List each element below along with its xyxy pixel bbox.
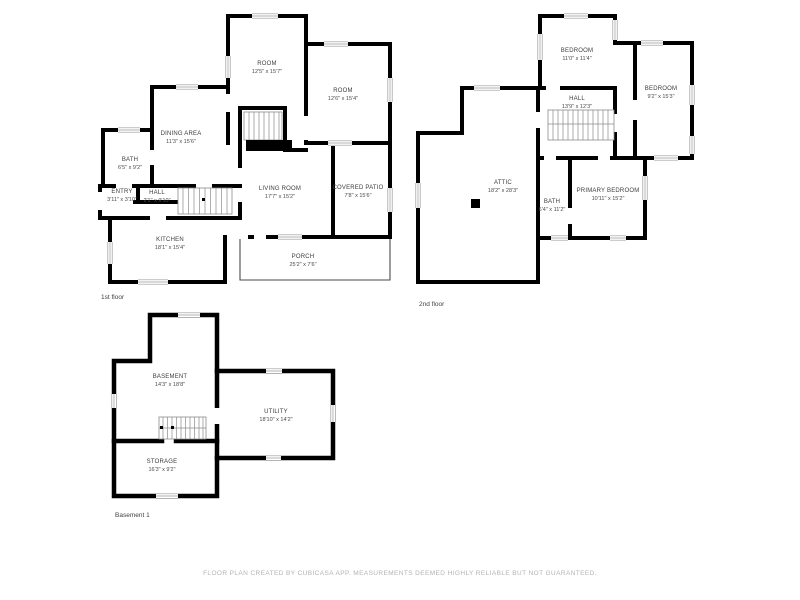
room-label-hall-1st: HALL 2'1" x 9'10" [143, 190, 171, 204]
room-label-living-room: LIVING ROOM 17'7" x 15'2" [258, 186, 302, 200]
windows-basement [111, 312, 337, 500]
doors-basement [213, 408, 222, 424]
caption-2nd-floor: 2nd floor [419, 301, 445, 308]
stairs-to-basement [178, 188, 232, 214]
room-label-bedroom-2: BEDROOM 9'2" x 15'3" [644, 86, 678, 100]
room-label-entry: ENTRY 3'11" x 3'10" [107, 189, 137, 203]
room-label-porch: PORCH 25'2" x 7'6" [289, 254, 317, 268]
room-label-storage: STORAGE 16'3" x 9'2" [146, 459, 178, 473]
room-label-primary-bedroom: PRIMARY BEDROOM 10'11" x 15'2" [576, 188, 640, 202]
room-label-utility: UTILITY 18'10" x 14'2" [259, 409, 293, 423]
room-label-bath-1st: BATH 6'5" x 9'2" [117, 157, 143, 171]
room-label-bedroom-1: BEDROOM 11'0" x 11'4" [560, 48, 594, 62]
walls-1st-floor [100, 16, 390, 282]
caption-basement: Basement 1 [115, 512, 150, 519]
room-label-covered-patio: COVERED PATIO 7'8" x 15'6" [332, 185, 384, 199]
room-label-kitchen: KITCHEN 18'1" x 15'4" [154, 237, 186, 251]
stairs-basement [159, 417, 206, 439]
room-label-hall-2nd: HALL 13'9" x 12'3" [561, 96, 593, 110]
room-label-attic: ATTIC 18'2" x 28'3" [487, 180, 519, 194]
chimney-marker [471, 199, 480, 208]
room-label-room-2: ROOM 12'6" x 15'4" [327, 88, 359, 102]
room-label-room-1: ROOM 12'5" x 15'7" [251, 61, 283, 75]
disclaimer-text: FLOOR PLAN CREATED BY CUBICASA APP. MEASUREMENTS DEEMED HIGHLY RELIABLE BUT NOT GUARANTEED. [203, 570, 597, 577]
room-label-dining-area: DINING AREA 11'3" x 15'6" [160, 131, 202, 145]
caption-1st-floor: 1st floor [101, 294, 125, 301]
stairs-2nd-floor [548, 110, 614, 140]
room-label-basement: BASEMENT 14'3" x 18'8" [152, 374, 188, 388]
room-label-bath-2nd: BATH 6'4" x 11'2" [538, 199, 566, 213]
walls-2nd-floor [418, 16, 692, 282]
